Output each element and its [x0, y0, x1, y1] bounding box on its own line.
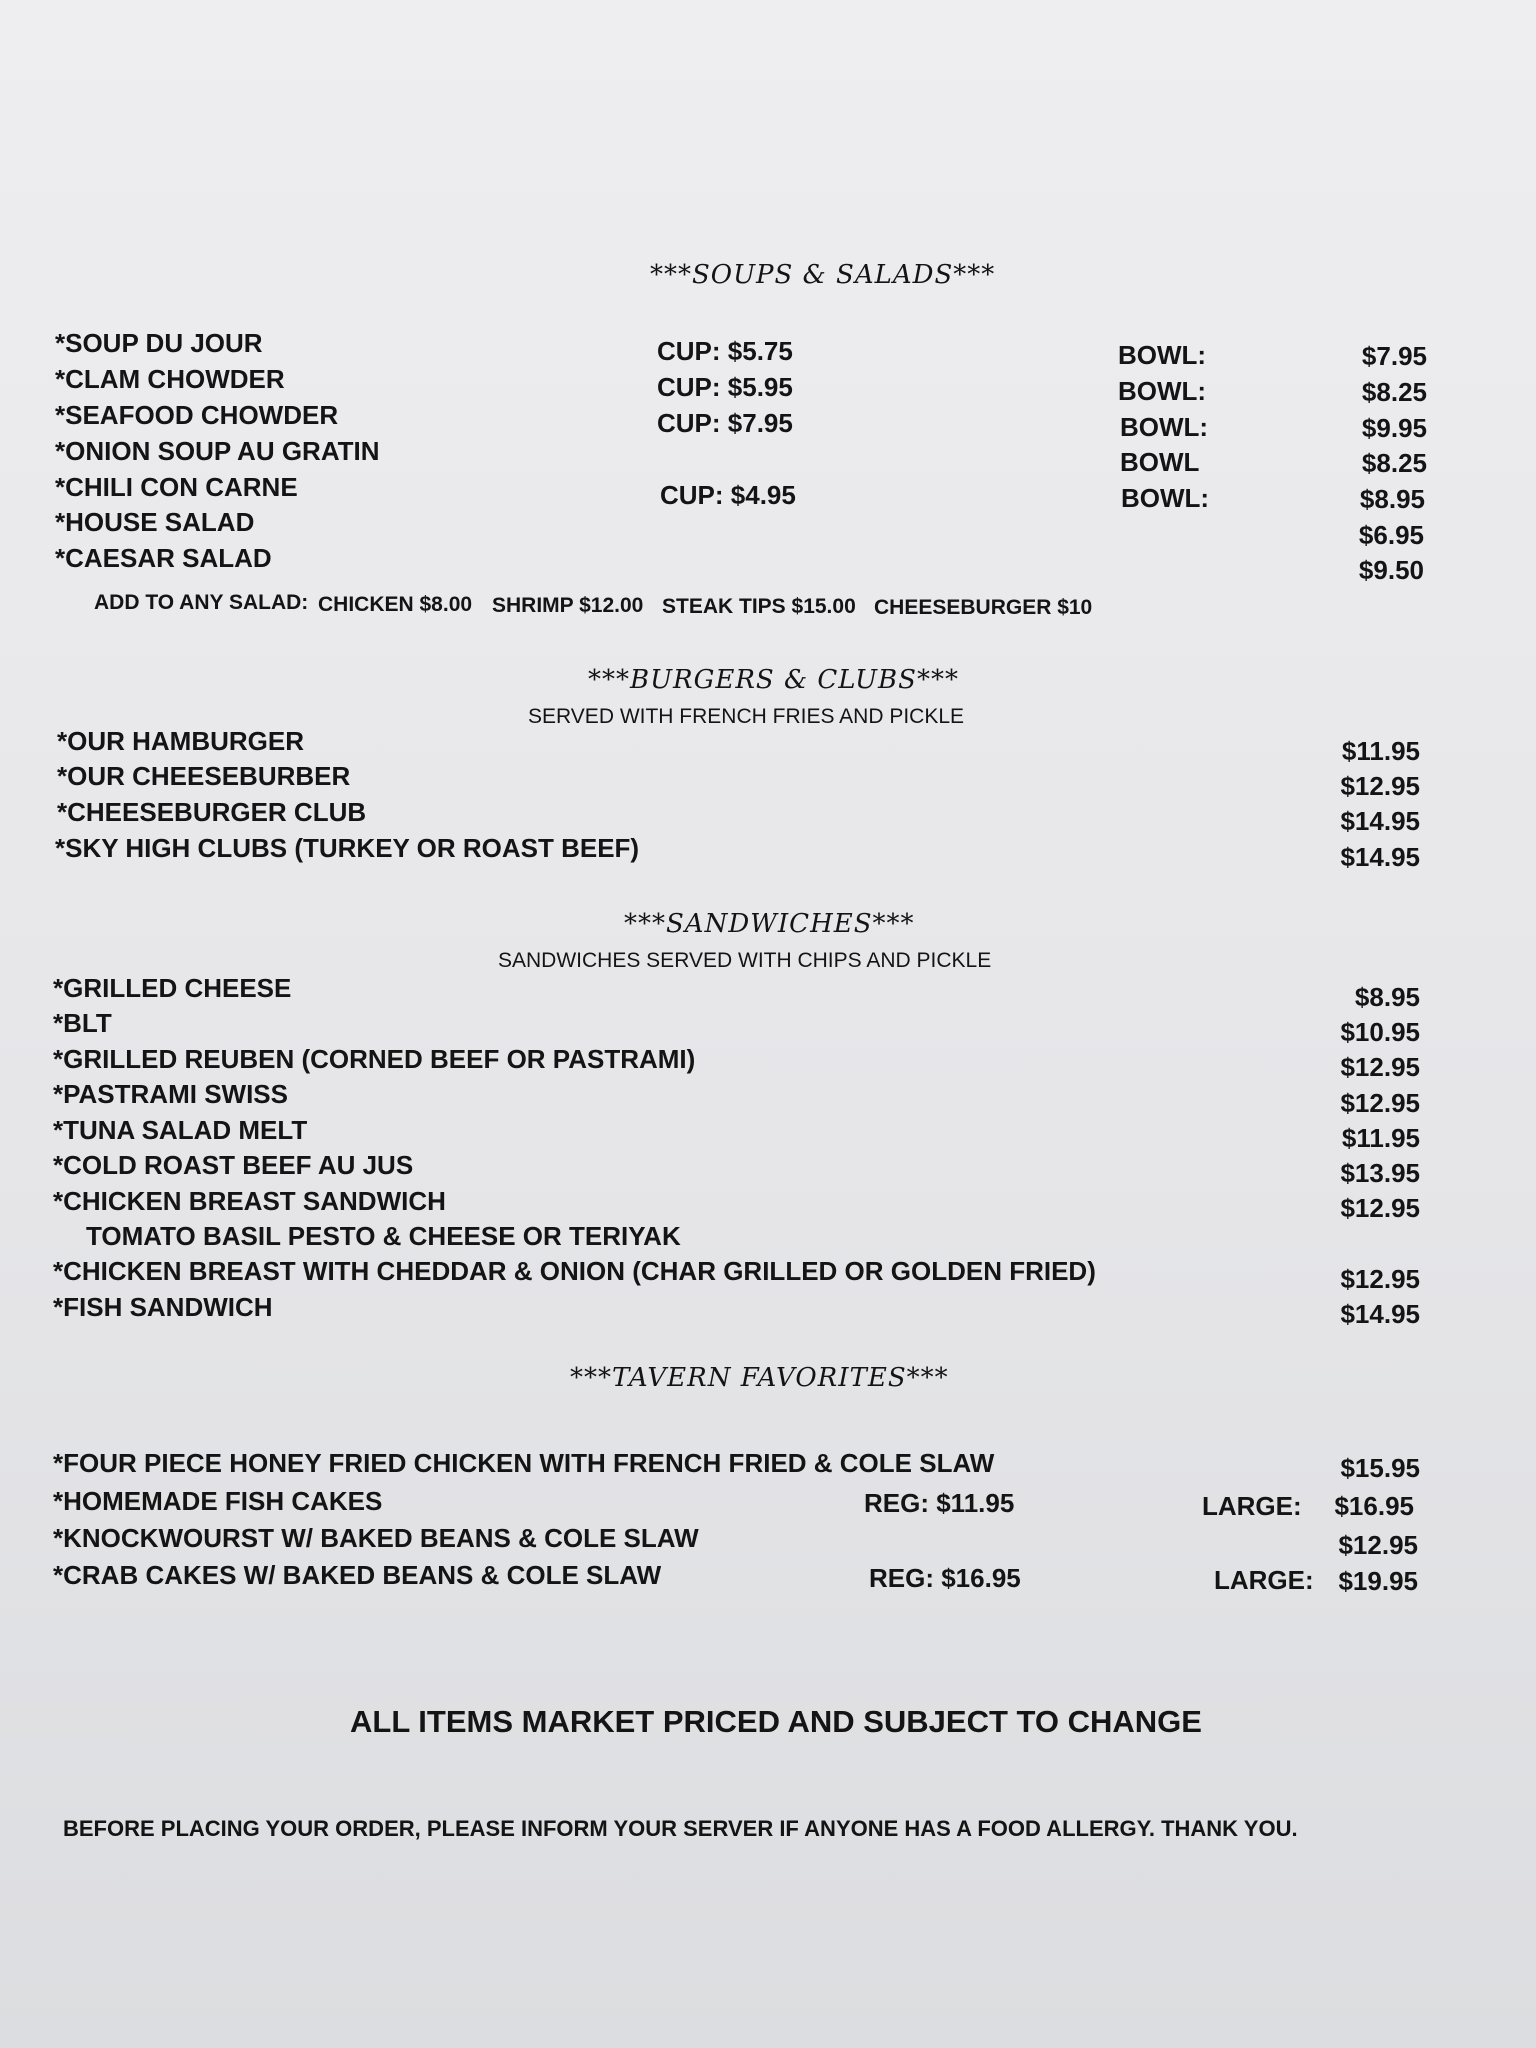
soup-item-cup-price: CUP: $5.75	[657, 336, 793, 366]
section-heading-sandwiches: ***SANDWICHES***	[624, 909, 915, 939]
sandwich-item-price: $12.95	[1340, 1052, 1420, 1082]
soup-item-name: *ONION SOUP AU GRATIN	[55, 436, 380, 466]
tavern-item-name: *FOUR PIECE HONEY FRIED CHICKEN WITH FRENCH FRIED & COLE SLAW	[53, 1448, 995, 1478]
soup-item-bowl-label: BOWL:	[1120, 412, 1209, 442]
section-heading-tavern-favorites: ***TAVERN FAVORITES***	[570, 1363, 949, 1393]
soup-item-price: $8.95	[1359, 484, 1425, 514]
sandwich-item-name: *FISH SANDWICH	[53, 1292, 273, 1322]
soup-item-price: $8.25	[1361, 448, 1427, 478]
sandwich-item-name: *BLT	[53, 1008, 112, 1038]
sandwich-item-price: $11.95	[1341, 1123, 1420, 1153]
sandwich-item-name: *PASTRAMI SWISS	[53, 1079, 288, 1109]
tavern-item-price: $15.95	[1340, 1453, 1420, 1483]
burger-item-name: *OUR HAMBURGER	[57, 726, 304, 756]
tavern-item-regular-price: REG: $16.95	[869, 1563, 1021, 1593]
sandwich-item-option-note: TOMATO BASIL PESTO & CHEESE OR TERIYAK	[86, 1221, 681, 1251]
burger-item-price: $11.95	[1341, 736, 1420, 766]
soup-item-cup-price: CUP: $4.95	[660, 480, 796, 510]
burger-item-name: *SKY HIGH CLUBS (TURKEY OR ROAST BEEF)	[55, 833, 640, 863]
sandwich-item-price: $12.95	[1340, 1193, 1420, 1223]
sandwich-item-price: $12.95	[1340, 1088, 1420, 1118]
sandwich-item-name: *CHICKEN BREAST WITH CHEDDAR & ONION (CHAR GRILLED OR GOLDEN FRIED)	[53, 1256, 1096, 1286]
salad-item-price: $6.95	[1358, 520, 1424, 550]
section-heading-soups-salads: ***SOUPS & SALADS***	[650, 260, 996, 290]
soup-item-bowl-label: BOWL:	[1118, 340, 1207, 370]
market-price-notice: ALL ITEMS MARKET PRICED AND SUBJECT TO CHANGE	[350, 1704, 1202, 1739]
sandwich-item-price: $14.95	[1340, 1299, 1420, 1329]
tavern-item-large-label: LARGE:	[1202, 1491, 1302, 1521]
tavern-item-name: *KNOCKWOURST W/ BAKED BEANS & COLE SLAW	[53, 1523, 699, 1553]
soup-item-cup-price: CUP: $5.95	[657, 372, 793, 402]
sandwich-item-name: *GRILLED CHEESE	[53, 973, 292, 1003]
soup-item-price: $9.95	[1361, 413, 1427, 443]
soup-item-bowl-label: BOWL:	[1121, 483, 1210, 513]
salad-addon-option: CHEESEBURGER $10	[874, 596, 1093, 619]
sandwich-item-price: $8.95	[1354, 982, 1420, 1012]
tavern-item-price: $12.95	[1338, 1530, 1418, 1560]
tavern-item-large-price: $16.95	[1334, 1491, 1414, 1521]
soup-item-price: $8.25	[1361, 377, 1427, 407]
section-subheading-burgers: SERVED WITH FRENCH FRIES AND PICKLE	[528, 705, 965, 728]
soup-item-bowl-label: BOWL	[1120, 447, 1200, 477]
salad-item-name: *CAESAR SALAD	[55, 543, 272, 573]
tavern-item-name: *CRAB CAKES W/ BAKED BEANS & COLE SLAW	[53, 1560, 662, 1590]
burger-item-name: *OUR CHEESEBURBER	[57, 761, 351, 791]
section-subheading-sandwiches: SANDWICHES SERVED WITH CHIPS AND PICKLE	[498, 949, 992, 972]
salad-addon-option: STEAK TIPS $15.00	[662, 595, 856, 618]
sandwich-item-name: *TUNA SALAD MELT	[53, 1115, 308, 1145]
soup-item-bowl-label: BOWL:	[1118, 376, 1207, 406]
soup-item-name: *CLAM CHOWDER	[55, 364, 285, 394]
sandwich-item-name: *GRILLED REUBEN (CORNED BEEF OR PASTRAMI)	[53, 1044, 696, 1074]
salad-addon-label: ADD TO ANY SALAD:	[94, 591, 309, 614]
burger-item-price: $12.95	[1340, 771, 1420, 801]
burger-item-price: $14.95	[1340, 842, 1420, 872]
salad-addon-option: CHICKEN $8.00	[318, 593, 473, 616]
tavern-item-name: *HOMEMADE FISH CAKES	[53, 1486, 383, 1516]
section-heading-burgers-clubs: ***BURGERS & CLUBS***	[588, 665, 959, 695]
soup-item-price: $7.95	[1361, 341, 1427, 371]
soup-item-cup-price: CUP: $7.95	[657, 408, 793, 438]
salad-item-price: $9.50	[1358, 555, 1424, 585]
sandwich-item-price: $13.95	[1340, 1158, 1420, 1188]
sandwich-item-price: $10.95	[1340, 1017, 1420, 1047]
burger-item-name: *CHEESEBURGER CLUB	[57, 797, 367, 827]
burger-item-price: $14.95	[1340, 806, 1420, 836]
tavern-item-large-price: $19.95	[1338, 1566, 1418, 1596]
soup-item-name: *SEAFOOD CHOWDER	[55, 400, 339, 430]
tavern-item-large-label: LARGE:	[1214, 1565, 1314, 1595]
salad-item-name: *HOUSE SALAD	[55, 507, 255, 537]
tavern-item-regular-price: REG: $11.95	[864, 1488, 1015, 1518]
sandwich-item-name: *COLD ROAST BEEF AU JUS	[53, 1150, 414, 1180]
allergy-notice: BEFORE PLACING YOUR ORDER, PLEASE INFORM YOUR SERVER IF ANYONE HAS A FOOD ALLERGY. THANK YOU.	[63, 1816, 1298, 1841]
salad-addon-option: SHRIMP $12.00	[492, 594, 644, 617]
sandwich-item-price: $12.95	[1340, 1264, 1420, 1294]
sandwich-item-name: *CHICKEN BREAST SANDWICH	[53, 1186, 446, 1216]
soup-item-name: *SOUP DU JOUR	[55, 328, 263, 358]
soup-item-name: *CHILI CON CARNE	[55, 472, 298, 502]
